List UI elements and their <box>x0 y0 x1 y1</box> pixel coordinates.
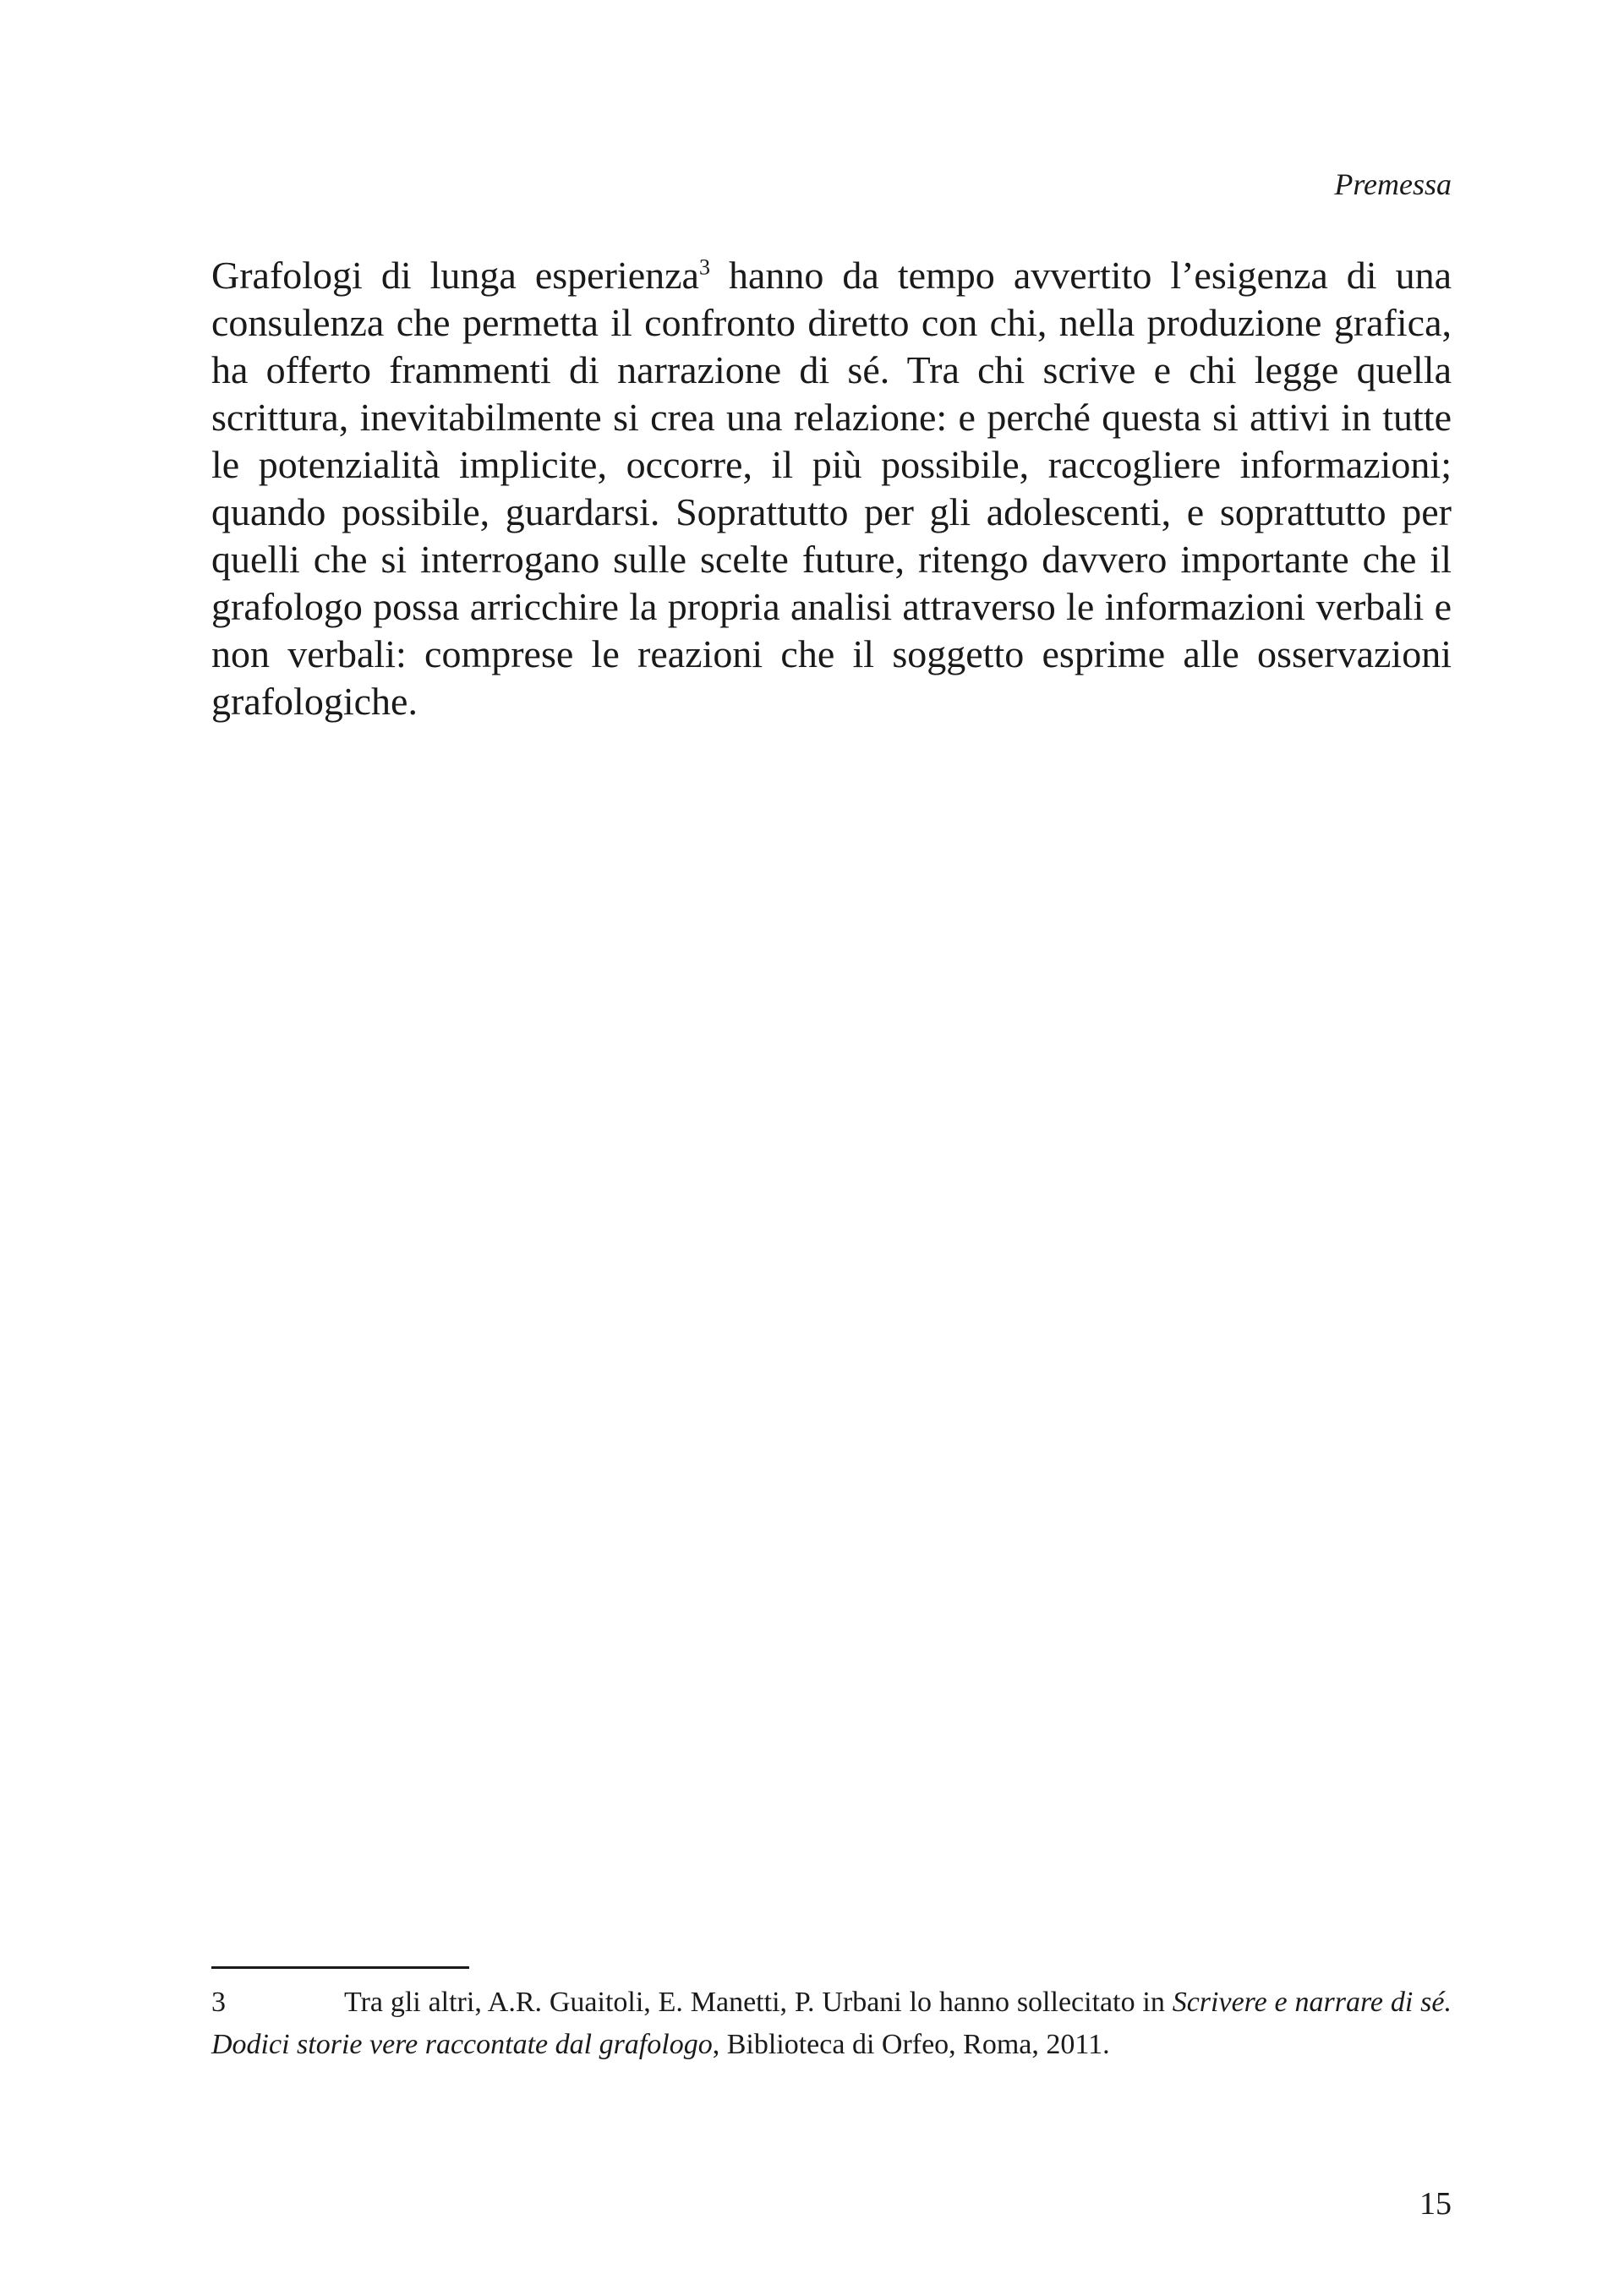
footnote <box>211 1982 1452 2066</box>
footnote-reference: 3 <box>698 254 710 280</box>
footnote-text-after: , Biblioteca di Orfeo, Roma, 2011. <box>712 2029 1110 2060</box>
paragraph-text-rest: hanno da tempo avvertito l’esigenza di una consulenza che permetta il confronto diretto con chi, nella produzione grafica, ha offerto frammenti di narrazione di sé. Tra chi scrive e chi legge quella scrittura, inevitabilmente si crea una relazione: e perché questa si attivi in tutte le potenzialità implicite, occorre, il più possibile, raccogliere informazioni; quando possibile, guardarsi. Soprattutto per gli adolescenti, e soprattutto per quelli che si interrogano sulle scelte future, ritengo davvero importante che il grafologo possa arricchire la propria analisi attraverso le informazioni verbali e non verbali: comprese le reazioni che il soggetto esprime alle osservazioni grafologiche. <box>211 254 1452 723</box>
page-number: 15 <box>1419 2186 1452 2222</box>
running-header: Premessa <box>1334 167 1452 201</box>
footnote-separator <box>211 1966 469 1969</box>
footnote-book-title: Scrivere e narrare di sé. Dodici storie vere raccontate dal grafologo <box>211 1987 1452 2060</box>
paragraph-text-start: Grafologi di lunga esperienza <box>211 254 699 297</box>
main-paragraph <box>211 252 1452 725</box>
footnote-text-before: Tra gli altri, A.R. Guaitoli, E. Manetti, P. Urbani lo hanno sollecitato in <box>344 1987 1173 2018</box>
footnote-number: 3 <box>211 1987 226 2018</box>
